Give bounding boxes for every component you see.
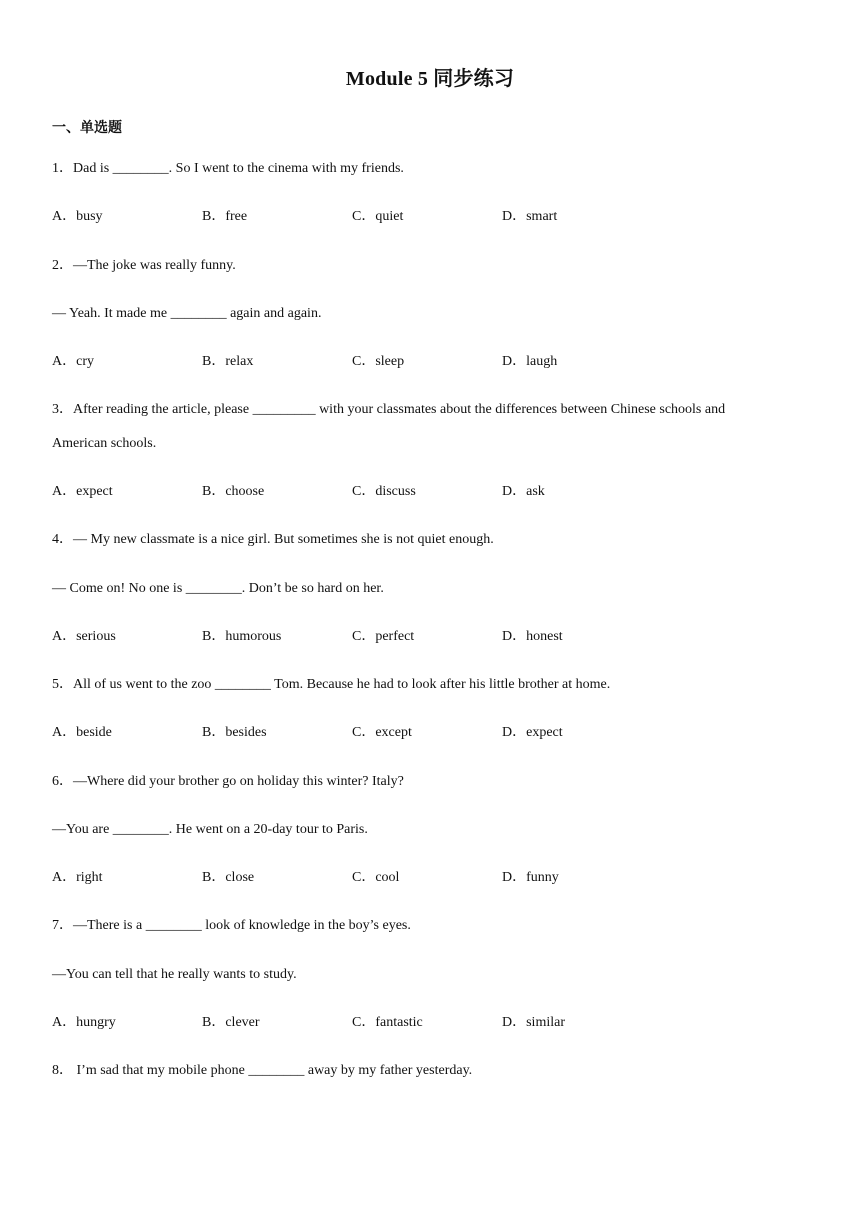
option-a[interactable]: A．hungry bbox=[52, 1015, 116, 1030]
option-b[interactable]: B．close bbox=[202, 870, 255, 885]
option-c[interactable]: C．fantastic bbox=[352, 1015, 423, 1030]
question-6-options bbox=[52, 868, 812, 888]
option-b[interactable]: B．free bbox=[202, 209, 248, 224]
option-d[interactable]: D．smart bbox=[502, 209, 558, 224]
question-4-options bbox=[52, 627, 812, 647]
question-8-line-1: 8． I’m sad that my mobile phone ________ away by my father yesterday. bbox=[52, 1063, 473, 1078]
question-2-line-1: 2．—The joke was really funny. bbox=[52, 258, 236, 273]
option-b[interactable]: B．besides bbox=[202, 725, 267, 740]
option-d[interactable]: D．expect bbox=[502, 725, 563, 740]
option-c[interactable]: C．cool bbox=[352, 870, 400, 885]
question-3-line-1: 3．After reading the article, please _________ with your classmates about the differences between Chinese schools and bbox=[52, 402, 726, 417]
option-a[interactable]: A．right bbox=[52, 870, 103, 885]
option-d[interactable]: D．funny bbox=[502, 870, 559, 885]
option-c[interactable]: C．except bbox=[352, 725, 412, 740]
option-b[interactable]: B．clever bbox=[202, 1015, 260, 1030]
question-4-line-2: — Come on! No one is ________. Don’t be so hard on her. bbox=[52, 581, 384, 596]
question-7-line-1: 7．—There is a ________ look of knowledge in the boy’s eyes. bbox=[52, 918, 411, 933]
option-d[interactable]: D．honest bbox=[502, 629, 563, 644]
question-7-line-2: —You can tell that he really wants to study. bbox=[52, 967, 297, 982]
option-b[interactable]: B．relax bbox=[202, 354, 254, 369]
question-1-line-1: 1．Dad is ________. So I went to the cinema with my friends. bbox=[52, 161, 404, 176]
option-c[interactable]: C．perfect bbox=[352, 629, 415, 644]
option-a[interactable]: A．beside bbox=[52, 725, 112, 740]
question-5-line-1: 5．All of us went to the zoo ________ Tom. Because he had to look after his little brother at home. bbox=[52, 677, 611, 692]
option-c[interactable]: C．sleep bbox=[352, 354, 405, 369]
option-c[interactable]: C．discuss bbox=[352, 484, 416, 499]
option-b[interactable]: B．humorous bbox=[202, 629, 282, 644]
question-3-line-2: American schools. bbox=[52, 436, 157, 451]
option-a[interactable]: A．busy bbox=[52, 209, 103, 224]
section-heading: 一、单选题 bbox=[52, 120, 122, 136]
option-a[interactable]: A．cry bbox=[52, 354, 94, 369]
page-title: Module 5 同步练习 bbox=[345, 68, 515, 90]
question-3-options bbox=[52, 482, 812, 502]
question-6-line-1: 6．—Where did your brother go on holiday this winter? Italy? bbox=[52, 774, 404, 789]
option-d[interactable]: D．similar bbox=[502, 1015, 565, 1030]
question-4-line-1: 4．— My new classmate is a nice girl. But sometimes she is not quiet enough. bbox=[52, 532, 494, 547]
question-7-options bbox=[52, 1013, 812, 1033]
option-d[interactable]: D．laugh bbox=[502, 354, 558, 369]
question-1-options bbox=[52, 207, 812, 227]
option-a[interactable]: A．expect bbox=[52, 484, 113, 499]
question-2-line-2: — Yeah. It made me ________ again and again. bbox=[52, 306, 322, 321]
option-b[interactable]: B．choose bbox=[202, 484, 265, 499]
option-a[interactable]: A．serious bbox=[52, 629, 116, 644]
question-5-options bbox=[52, 723, 812, 743]
question-2-options bbox=[52, 352, 812, 372]
question-6-line-2: —You are ________. He went on a 20-day tour to Paris. bbox=[52, 822, 368, 837]
option-c[interactable]: C．quiet bbox=[352, 209, 404, 224]
option-d[interactable]: D．ask bbox=[502, 484, 545, 499]
